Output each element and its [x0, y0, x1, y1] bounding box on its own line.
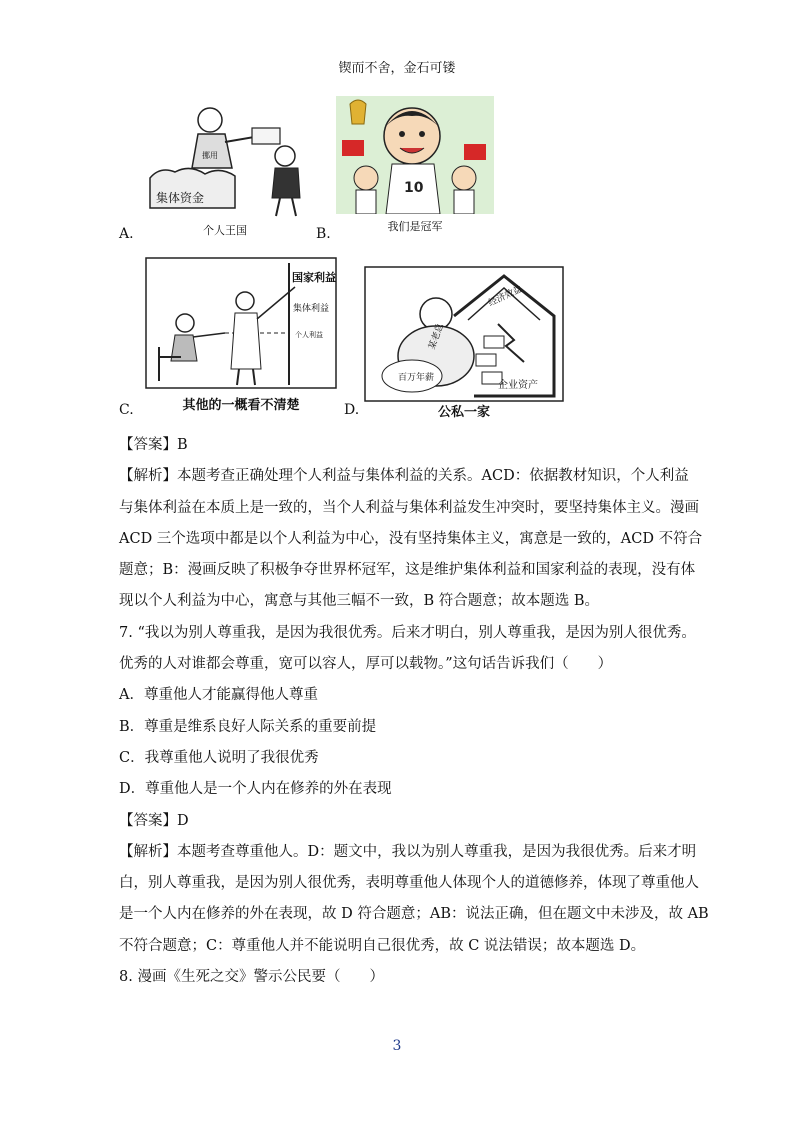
cartoon-d-assets-label: 企业资产: [498, 380, 538, 391]
cartoon-a-label-misuse: 挪用: [202, 151, 218, 160]
option-c-letter: C.: [119, 402, 134, 418]
cartoon-b-jersey-number: 10: [404, 180, 424, 196]
analysis-line: ACD 三个选项中都是以个人利益为中心，没有坚持集体主义，寓意是一致的，ACD 不符合: [119, 530, 703, 547]
question-7-line: 7. “我以为别人尊重我，是因为我很优秀。后来才明白，别人尊重我，是因为别人很优秀。: [119, 624, 696, 641]
cartoon-c-image: [145, 257, 337, 415]
cartoon-d-image: [364, 266, 564, 420]
page-number: 3: [392, 1038, 402, 1054]
cartoon-c-chart-collective: 集体利益: [293, 304, 330, 314]
cartoon-d-roof-label: 经济效益: [487, 284, 524, 309]
cartoon-b-image: [336, 96, 494, 214]
analysis-line: 不符合题意；C：尊重他人并不能说明自己很优秀，故 C 说法错误；故本题选 D。: [119, 937, 646, 954]
option-b-letter: B.: [316, 226, 331, 242]
analysis-line: 与集体利益在本质上是一致的，当个人利益与集体利益发生冲突时，要坚持集体主义。漫画: [119, 499, 699, 516]
cartoon-c-chart-personal: 个人利益: [295, 331, 323, 339]
answer-line: 【答案】D: [119, 812, 189, 829]
cartoon-a-label-fund: 集体资金: [156, 191, 205, 205]
cartoon-a-image: [140, 98, 310, 218]
cartoon-d-caption: 公私一家: [437, 405, 491, 420]
cartoon-c-chart-national: 国家利益: [292, 271, 336, 284]
question-7-option-d: D．尊重他人是一个人内在修养的外在表现: [119, 781, 392, 798]
page-header-motto: 锲而不舍，金石可镂: [338, 61, 456, 76]
question-7-option-c: C．我尊重他人说明了我很优秀: [119, 749, 319, 766]
cartoon-b-caption: 我们是冠军: [387, 220, 443, 233]
question-7-option-b: B．尊重是维系良好人际关系的重要前提: [119, 718, 377, 735]
question-8-line: 8. 漫画《生死之交》警示公民要（ ）: [119, 969, 384, 986]
answer-line: 【答案】B: [119, 437, 188, 453]
cartoon-c-caption: 其他的一概看不清楚: [182, 398, 300, 413]
analysis-line: 白，别人尊重我，是因为别人很优秀，表明尊重他人体现个人的道德修养，体现了尊重他人: [119, 875, 699, 892]
question-7-option-a: A．尊重他人才能赢得他人尊重: [119, 687, 318, 704]
question-7-line: 优秀的人对谁都会尊重，宽可以容人，厚可以载物。”这句话告诉我们（ ）: [119, 656, 613, 673]
analysis-line: 【解析】本题考查正确处理个人利益与集体利益的关系。ACD：依据教材知识，个人利益: [119, 468, 689, 485]
analysis-line: 题意；B：漫画反映了积极争夺世界杯冠军，这是维护集体利益和国家利益的表现，没有体: [119, 562, 696, 579]
cartoon-d-bag-label: 百万年薪: [398, 373, 435, 383]
analysis-line: 是一个人内在修养的外在表现，故 D 符合题意；AB：说法正确，但在题文中未涉及，故 AB: [119, 906, 709, 923]
analysis-line: 【解析】本题考查尊重他人。D：题文中，我以为别人尊重我，是因为我很优秀。后来才明: [119, 843, 697, 860]
cartoon-d-person-label: 某老总: [427, 322, 447, 352]
analysis-line: 现以个人利益为中心，寓意与其他三幅不一致，B 符合题意；故本题选 B。: [119, 593, 600, 610]
document-body: [119, 430, 709, 993]
option-d-letter: D.: [344, 402, 360, 418]
option-a-letter: A.: [119, 226, 134, 242]
cartoon-a-caption: 个人王国: [203, 224, 247, 237]
